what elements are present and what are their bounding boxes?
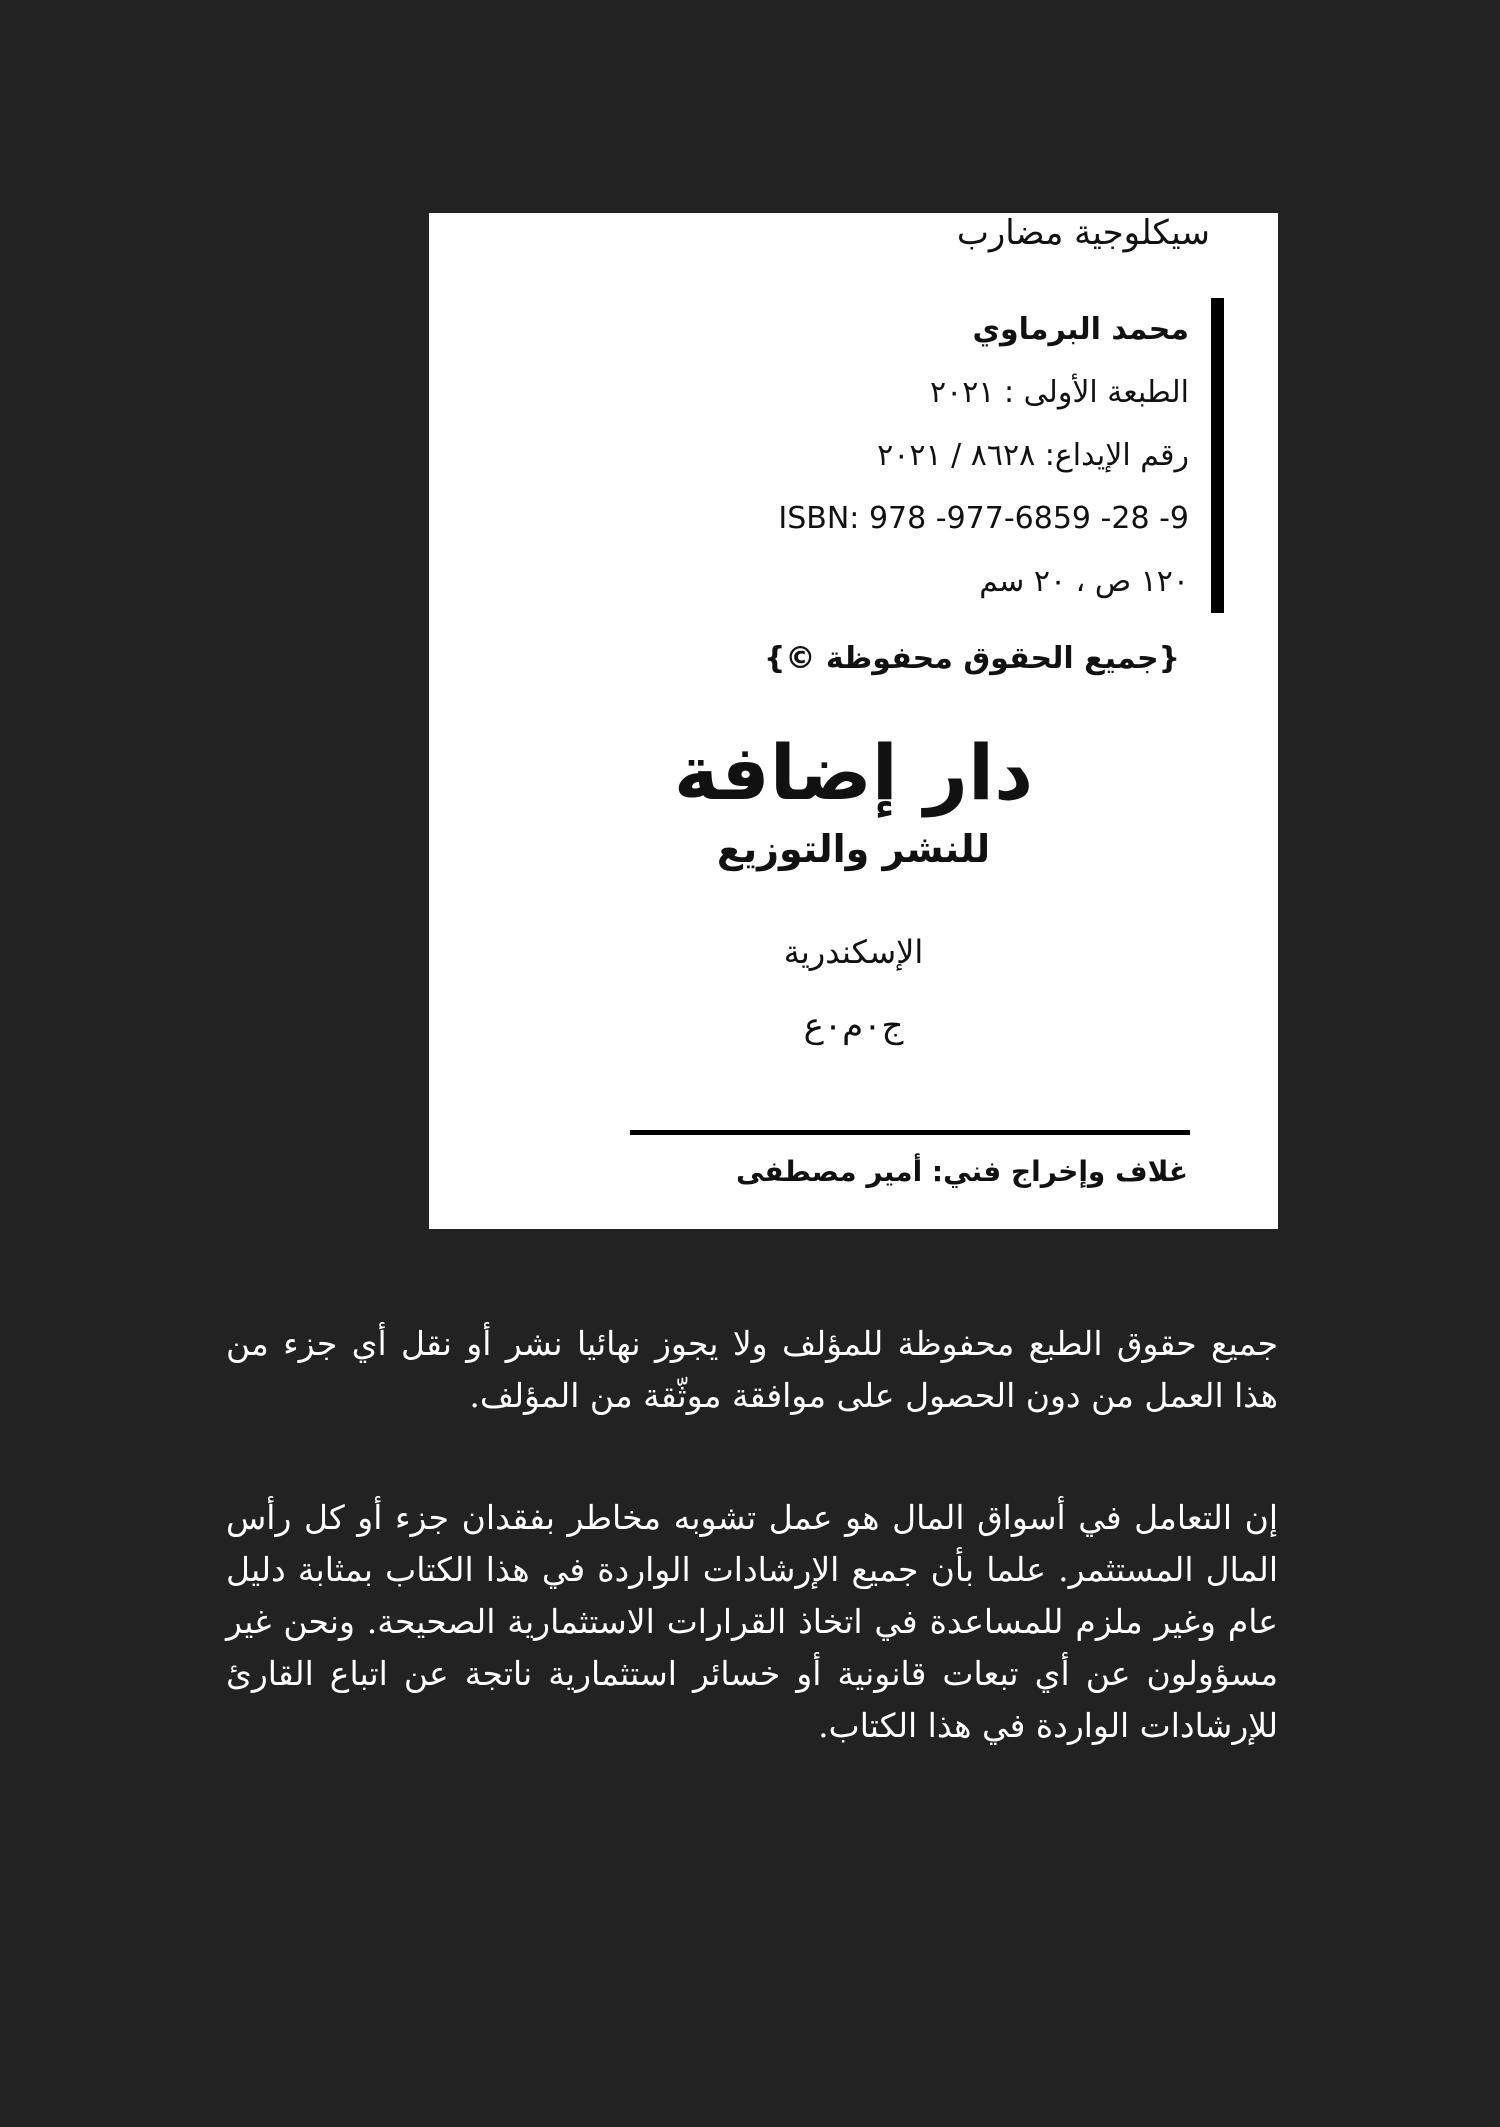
divider bbox=[630, 1130, 1190, 1135]
publisher-tagline: للنشر والتوزيع bbox=[716, 827, 991, 871]
rights-reserved: {جميع الحقوق محفوظة ©} bbox=[764, 641, 1180, 676]
book-title: سيكلوجية مضارب bbox=[956, 213, 1210, 253]
book-info-block bbox=[629, 298, 1224, 613]
region-code: ج٠م٠ع bbox=[803, 1006, 904, 1046]
deposit-number: رقم الإيداع: ٨٦٢٨ / ٢٠٢١ bbox=[877, 438, 1189, 473]
copyright-notice-paragraph: جميع حقوق الطبع محفوظة للمؤلف ولا يجوز نهائيا نشر أو نقل أي جزء من هذا العمل من دون الحصول على موافقة موثّقة من المؤلف. bbox=[226, 1324, 1278, 1415]
design-credit: غلاف وإخراج فني: أمير مصطفى bbox=[735, 1155, 1188, 1188]
edition-line: الطبعة الأولى : ٢٠٢١ bbox=[930, 375, 1189, 410]
copyright-card bbox=[429, 213, 1278, 1229]
publisher-logo bbox=[429, 723, 1278, 875]
isbn-line: ISBN: 978 -977-6859 -28 -9 bbox=[778, 501, 1189, 536]
publisher-city: الإسكندرية bbox=[783, 933, 924, 971]
disclaimer-paragraph: إن التعامل في أسواق المال هو عمل تشوبه مخاطر بفقدان جزء أو كل رأس المال المستثمر. علما بأن جميع الإرشادات الواردة في هذا الكتاب بمثابة دليل عام وغير ملزم للمساعدة في اتخاذ القرارات الاستثمارية الصحيحة. ونحن غير مسؤولون عن أي تبعات قانونية أو خسائر استثمارية ناتجة عن اتباع القارئ للإرشادات الواردة في هذا الكتاب. bbox=[226, 1498, 1278, 1745]
dimensions-line: ١٢٠ ص ، ٢٠ سم bbox=[979, 564, 1189, 599]
author-name: محمد البرماوي bbox=[972, 312, 1189, 347]
publisher-name: دار إضافة bbox=[673, 728, 1034, 817]
